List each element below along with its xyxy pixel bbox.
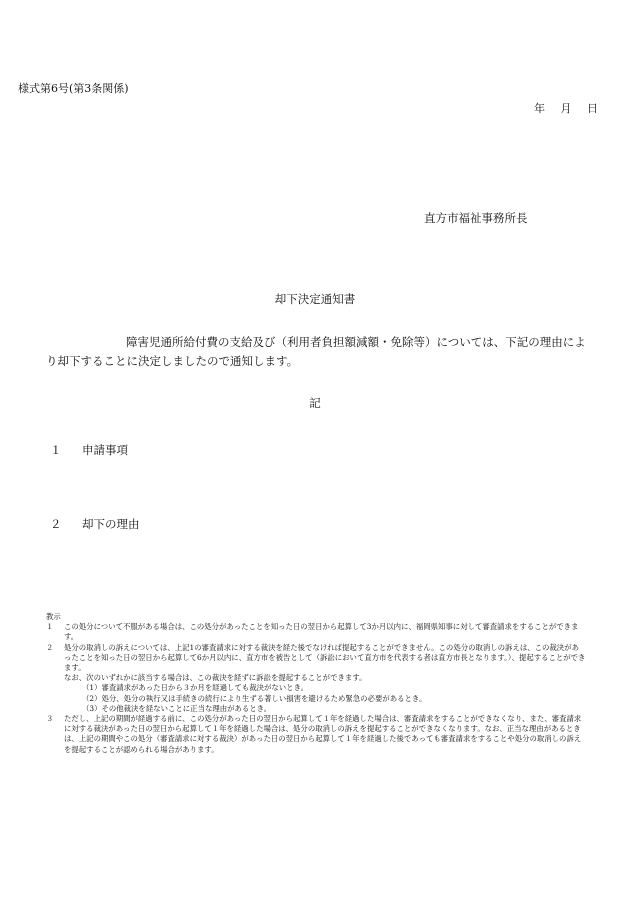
instruction-number: １ — [46, 622, 54, 632]
item-label: 申請事項 — [82, 443, 128, 457]
instruction-item — [46, 643, 586, 714]
date-month: 月 — [560, 102, 572, 115]
item-label: 却下の理由 — [82, 517, 140, 531]
instruction-subitem: （3）その他裁決を経ないことに正当な理由があるとき。 — [82, 703, 272, 713]
document-title: 却下決定通知書 — [274, 292, 356, 306]
instruction-text — [64, 643, 586, 714]
date-line — [522, 100, 598, 116]
notice-body: 障害児通所給付費の支給及び（利用者負担額減額・免除等）については、下記の理由により却下することに決定しましたので通知します。 — [46, 335, 586, 368]
instruction-text: この処分について不服がある場合は、この処分があったことを知った日の翌日から起算して3か月以内に、福岡県知事に対して審査請求をすることができます。 — [64, 622, 579, 642]
item-rejection-reason — [50, 516, 140, 532]
date-year: 年 — [534, 102, 545, 115]
instruction-subitem: （1）審査請求があった日から３か月を経過しても裁決がないとき。 — [82, 683, 309, 693]
item-application — [50, 442, 128, 458]
item-number: １ — [50, 443, 62, 457]
ki-heading: 記 — [309, 396, 321, 410]
instructions-heading: 教示 — [46, 612, 61, 621]
instruction-main: 処分の取消しの訴えについては、上記1の審査請求に対する裁決を経た後でなければ提起することができません。この処分の取消しの訴えは、この裁決があったことを知った日の翌日から起算して6か月以内に、直方市を被告として（訴訟において直方市を代表する者は直方市長となります。）、提起することができます。 — [64, 642, 586, 673]
form-number-label: 様式第6号(第3条関係) — [18, 82, 129, 95]
date-day: 日 — [587, 102, 598, 115]
instruction-number: ２ — [46, 642, 54, 652]
instruction-extra: なお、次のいずれかに該当する場合は、この裁決を経ずに訴訟を提起することができます。 — [64, 673, 367, 683]
instructions-section — [46, 612, 586, 755]
instruction-item — [46, 714, 586, 755]
instruction-number: ３ — [46, 714, 54, 724]
instruction-text: ただし、上記の期間が経過する前に、この処分があった日の翌日から起算して１年を経過した場合は、審査請求をすることができなくなり、また、審査請求に対する裁決があった日の翌日から起算して１年を経過した場合は、処分の取消しの訴えを提起することができなくなります。なお、正当な理由があるときは、上記の期間やこの処分（審査請求に対する裁決）があった日の翌日から起算して１年を経過した後であっても審査請求をすることや処分の取消しの訴えを提起することが認められる場合があります。 — [64, 714, 582, 754]
item-number: ２ — [50, 517, 62, 531]
instruction-subitem: （2）処分、処分の執行又は手続きの続行により生ずる著しい損害を避けるため緊急の必要があるとき。 — [82, 693, 427, 703]
instruction-item — [46, 622, 586, 642]
sender-name: 直方市福祉事務所長 — [424, 211, 528, 225]
